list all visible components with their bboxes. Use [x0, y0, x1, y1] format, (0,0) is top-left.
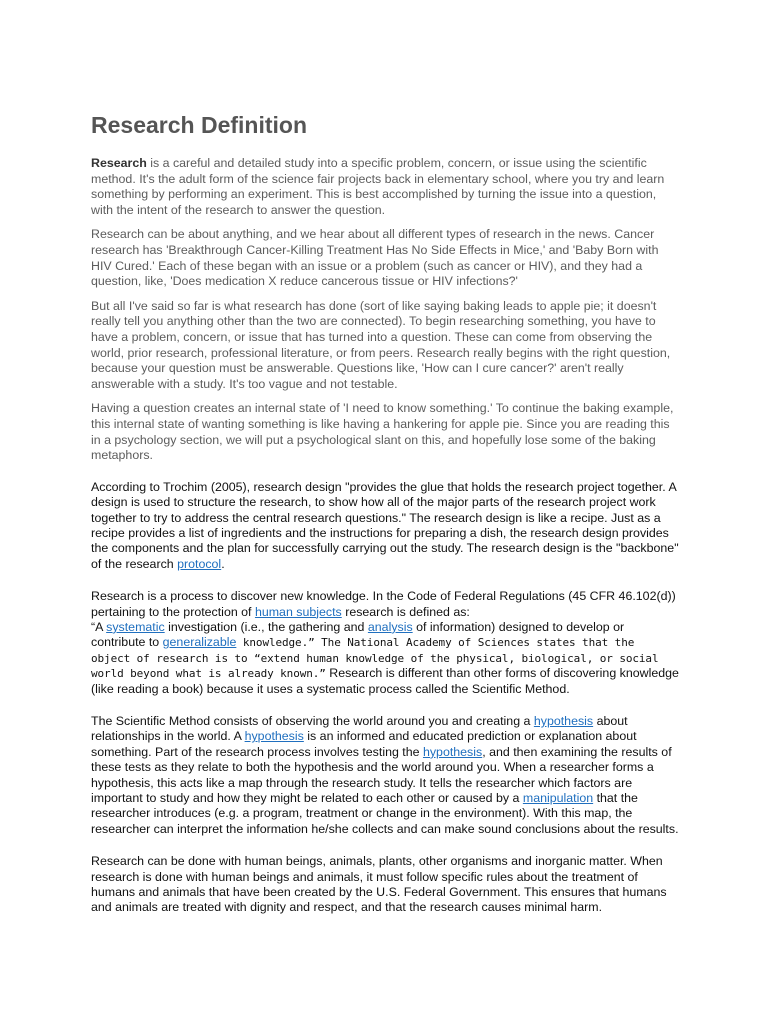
analysis-link[interactable]: analysis	[367, 619, 413, 634]
intro-paragraph-2: Research can be about anything, and we hear about all different types of research in the news. Cancer research has 'Breakthrough Cancer-Killing Treatment Has No Side Effects in Mice,' and 'Baby Born with HIV Cured.' Each of these began with an issue or a problem (such as cancer or HIV), and they had a question, like, 'Does medication X reduce cancerous tissue or HIV infections?'	[91, 227, 659, 289]
manipulation-link[interactable]: manipulation	[522, 791, 594, 805]
hypothesis-link-2[interactable]: hypothesis	[244, 729, 304, 744]
intro-paragraph-1: Research is a careful and detailed study into a specific problem, concern, or issue using the scientific method. It's the adult form of the science fair projects back in elementary school, where you try and learn something by performing an experiment. This is best accomplished by turning the issue into a question, with the intent of the research to answer the question.	[91, 156, 665, 217]
human-subjects-link[interactable]: human subjects	[254, 604, 342, 619]
cfr-paragraph: Research is a process to discover new knowledge. In the Code of Federal Regulations (45 CFR 46.102(d)) pertaining to the protection of human subjects research is defined as: “A systematic investigation (i.e., the gathering and analysis of information) designed to develop or contribute to generalizable knowledge.” The National Academy of Sciences states that the object of research is to “extend human knowledge of the physical, biological, or social world beyond what is already known.” Research is different than other forms of discovering knowledge (like reading a book) because it uses a systematic process called the Scientific Method.	[91, 589, 679, 696]
document-body	[91, 110, 679, 916]
systematic-link[interactable]: systematic	[106, 619, 165, 634]
generalizable-link[interactable]: generalizable	[162, 635, 237, 650]
design-paragraph: According to Trochim (2005), research design "provides the glue that holds the research project together. A design is used to structure the research, to show how all of the major parts of the research project work together to try to address the central research questions." The research design is like a recipe. Just as a recipe provides a list of ingredients and the instructions for preparing a dish, the research design provides the components and the plan for successfully carrying out the study. The research design is the "backbone" of the research protocol.	[91, 479, 679, 571]
method-paragraph: The Scientific Method consists of observing the world around you and creating a hypothesis about relationships in the world. A hypothesis is an informed and educated prediction or explanation about something. Part of the research process involves testing the hypothesis, and then examining the results of these tests as they relate to both the hypothesis and the world around you. When a researcher forms a hypothesis, this acts like a map through the research study. It tells the researcher which factors are important to study and how they might be related to each other or caused by a manipulation that the researcher introduces (e.g. a program, treatment or change in the environment). With this map, the researcher can interpret the information he/she collects and can make sound conclusions about the results.	[91, 713, 679, 836]
page-title: Research Definition	[91, 112, 307, 138]
protocol-link[interactable]: protocol	[177, 556, 222, 571]
research-term: Research	[91, 156, 147, 170]
nas-quote: knowledge.” The National Academy of Sciences states that the object of research is to “extend human knowledge of the physical, biological, or social world beyond what is already known.”	[91, 636, 659, 681]
human-paragraph: Research can be done with human beings, animals, plants, other organisms and inorganic matter. When research is done with human beings and animals, it must follow specific rules about the treatment of humans and animals that have been created by the U.S. Federal Government. This ensures that humans and animals are treated with dignity and respect, and that the research causes minimal harm.	[91, 854, 667, 915]
intro-paragraph-4: Having a question creates an internal state of 'I need to know something.' To continue the baking example, this internal state of wanting something is like having a hankering for apple pie. Since you are reading this in a psychology section, we will put a psychological slant on this, and hopefully lose some of the baking metaphors.	[91, 401, 674, 463]
intro-paragraph-3: But all I've said so far is what research has done (sort of like saying baking leads to apple pie; it doesn't really tell you anything other than the two are connected). To begin researching something, you have to have a problem, concern, or issue that has turned into a question. These can come from observing the world, prior research, professional literature, or from peers. Research really begins with the right question, because your question must be answerable. Questions like, 'How can I cure cancer?' aren't really answerable with a study. It's too vague and not testable.	[91, 298, 671, 391]
hypothesis-link-1[interactable]: hypothesis	[533, 713, 594, 728]
hypothesis-link-3[interactable]: hypothesis	[422, 744, 483, 759]
